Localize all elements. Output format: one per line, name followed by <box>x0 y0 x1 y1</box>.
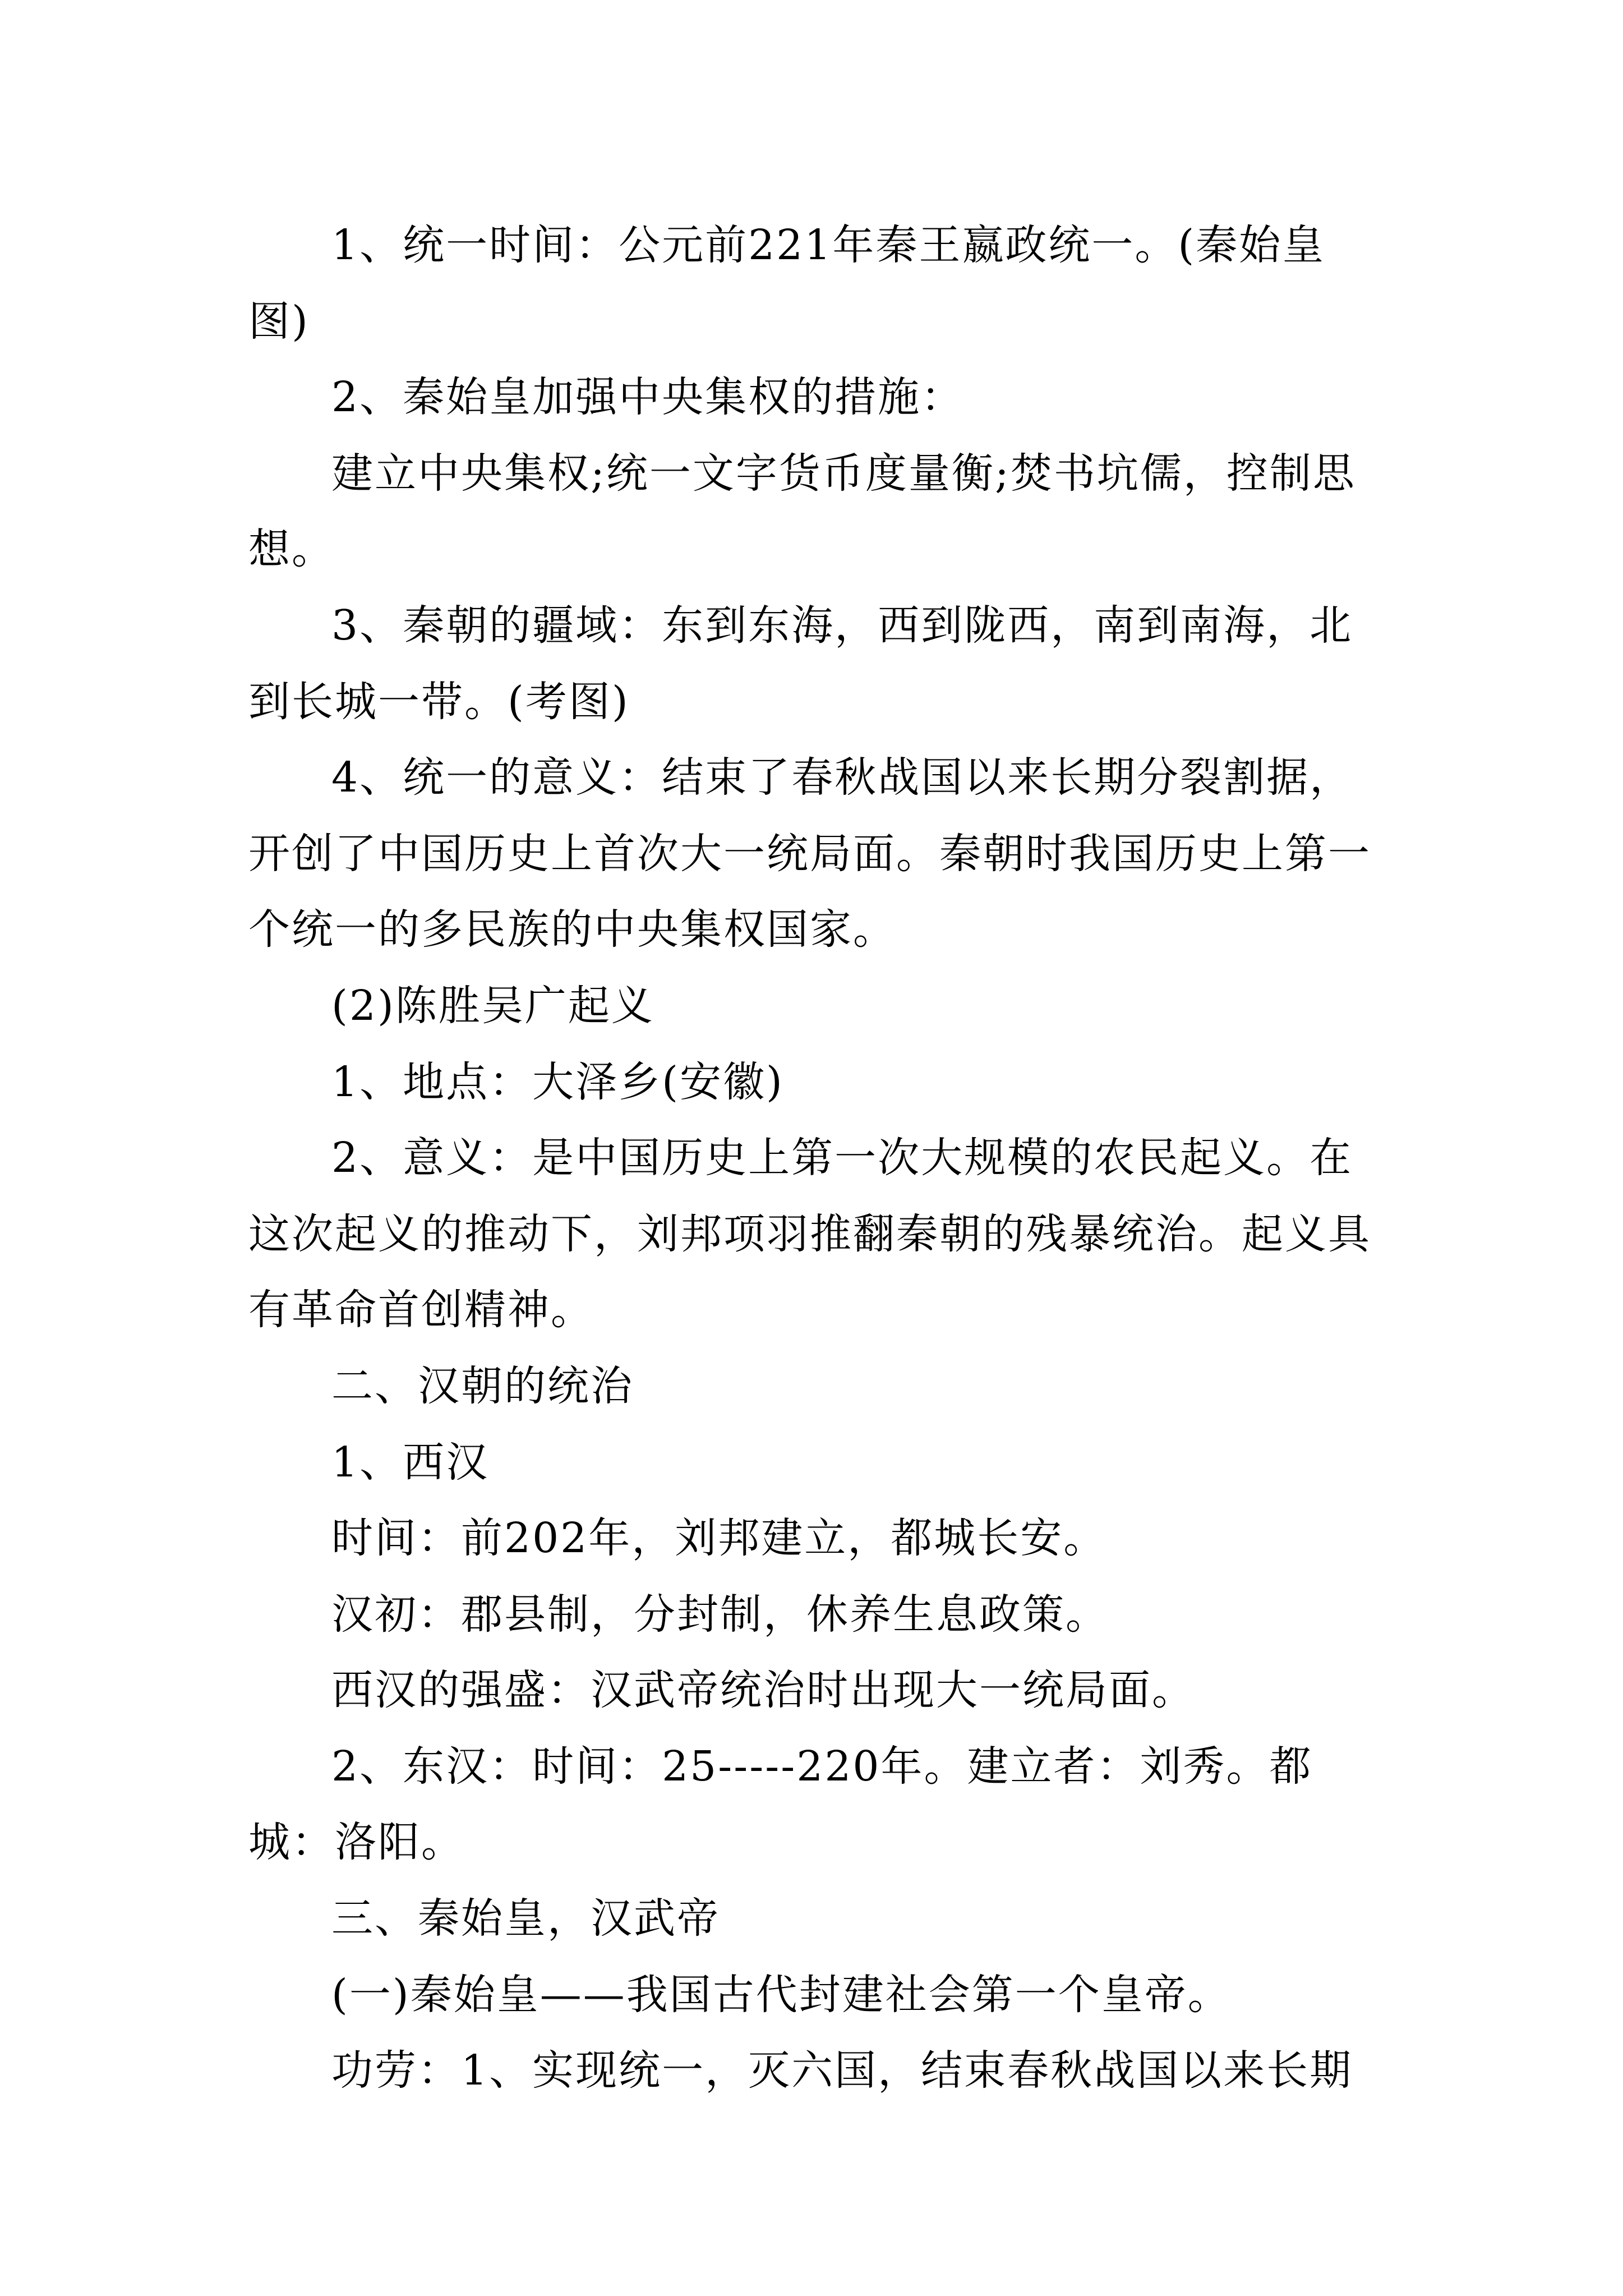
paragraph: 功劳：1、实现统一，灭六国，结束春秋战国以来长期 <box>331 2046 1353 2095</box>
paragraph: 2、意义：是中国历史上第一次大规模的农民起义。在这次起义的推动下，刘邦项羽推翻秦朝的残暴统治。起义具有革命首创精神。 <box>248 1134 1371 1335</box>
paragraph: (2)陈胜吴广起义 <box>331 981 654 1030</box>
paragraph: 4、统一的意义：结束了春秋战国以来长期分裂割据，开创了中国历史上首次大一统局面。秦朝时我国历史上第一个统一的多民族的中央集权国家。 <box>248 753 1371 954</box>
paragraph: 西汉的强盛：汉武帝统治时出现大一统局面。 <box>331 1666 1195 1715</box>
subsection-heading: 1、西汉 <box>331 1438 490 1487</box>
paragraph: 2、东汉：时间：25-----220年。建立者：刘秀。都城：洛阳。 <box>248 1742 1313 1867</box>
section-heading: 三、秦始皇，汉武帝 <box>331 1894 720 1943</box>
paragraph: 汉初：郡县制，分封制，休养生息政策。 <box>331 1590 1109 1639</box>
document-page <box>248 208 1381 2109</box>
paragraph: (一)秦始皇——我国古代封建社会第一个皇帝。 <box>331 1970 1231 2019</box>
paragraph: 时间：前202年，刘邦建立，都城长安。 <box>331 1514 1107 1563</box>
paragraph: 1、地点：大泽乡(安徽) <box>331 1057 784 1106</box>
paragraph: 3、秦朝的疆域：东到东海，西到陇西，南到南海，北到长城一带。(考图) <box>248 601 1353 726</box>
section-heading: 二、汉朝的统治 <box>331 1361 634 1410</box>
paragraph: 1、统一时间：公元前221年秦王嬴政统一。(秦始皇图) <box>248 221 1326 346</box>
paragraph: 2、秦始皇加强中央集权的措施： <box>331 373 965 422</box>
paragraph: 建立中央集权;统一文字货币度量衡;焚书坑儒，控制思想。 <box>248 449 1356 574</box>
